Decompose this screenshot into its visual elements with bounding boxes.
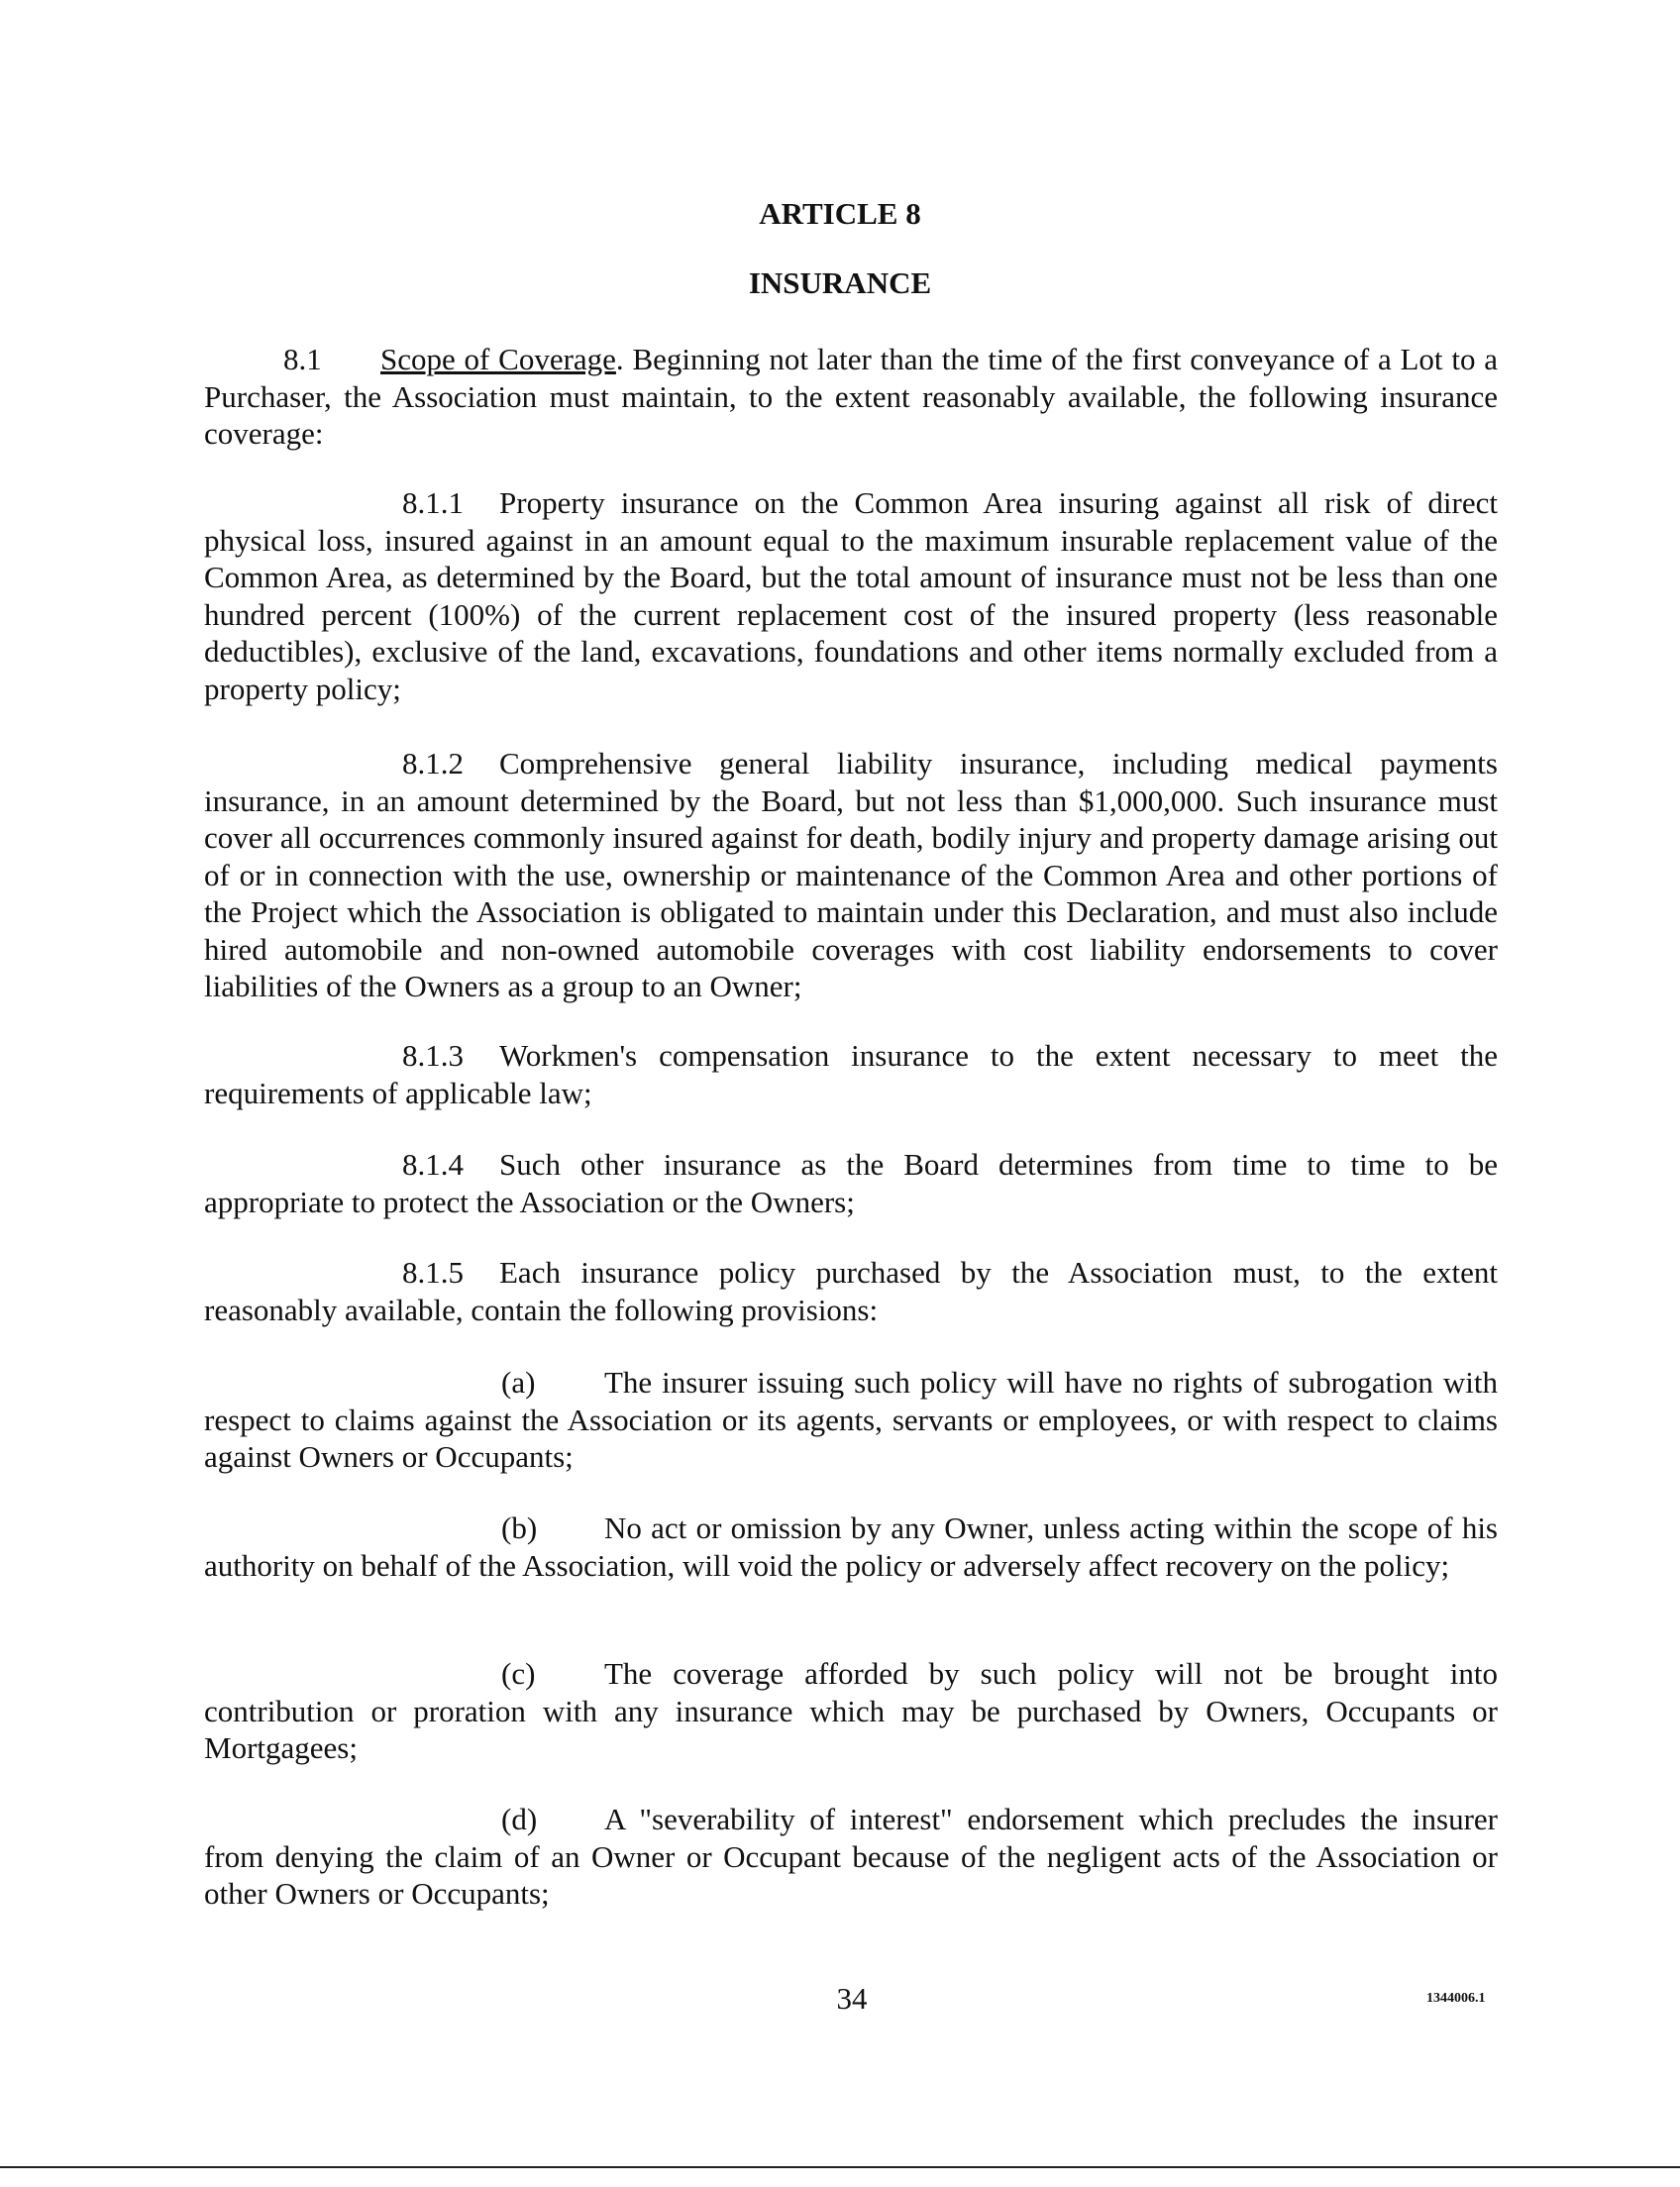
item-text: No act or omission by any Owner, unless acting within the scope of his authority on behalf of the Association, will void the policy or adversely affect recovery on the policy; <box>204 1510 1498 1583</box>
section-number: 8.1.2 <box>402 746 464 781</box>
section-number: 8.1.5 <box>402 1255 464 1290</box>
section-number: 8.1.3 <box>402 1038 464 1073</box>
item-label: (b) <box>501 1510 538 1545</box>
paragraph-item-a <box>204 1364 1498 1476</box>
section-text: Comprehensive general liability insurance, including medical payments insurance, in an amount determined by the Board, but not less than $1,000,000. Such insurance must cover all occurrences commonly insured against for death, bodily injury and property damage arising out of or in connection with the use, ownership or maintenance of the Common Area and other portions of the Project which the Association is obligated to maintain under this Declaration, and must also include hired automobile and non-owned automobile coverages with cost liability endorsements to cover liabilities of the Owners as a group to an Owner; <box>204 746 1498 1003</box>
item-label: (d) <box>501 1802 538 1836</box>
paragraph-item-c <box>204 1655 1498 1767</box>
item-text: The insurer issuing such policy will have no rights of subrogation with respect to claims against the Association or its agents, servants or employees, or with respect to claims against Owners or Occupants; <box>204 1365 1498 1474</box>
section-heading: INSURANCE <box>748 265 932 300</box>
section-number: 8.1.1 <box>402 485 464 520</box>
paragraph-8-1-1 <box>204 484 1498 707</box>
page-number: 34 <box>836 1981 868 2016</box>
section-number: 8.1.4 <box>402 1147 464 1182</box>
paragraph-item-b <box>204 1510 1498 1584</box>
item-text: The coverage afforded by such policy will not be brought into contribution or proration with any insurance which may be purchased by Owners, Occupants or Mortgagees; <box>204 1656 1498 1765</box>
document-code: 1344006.1 <box>1426 1991 1486 2006</box>
section-title: Scope of Coverage <box>380 342 616 376</box>
section-text: Such other insurance as the Board determines from time to time to be appropriate to protect the Association or the Owners; <box>204 1147 1498 1219</box>
paragraph-item-d <box>204 1801 1498 1913</box>
section-text: Property insurance on the Common Area insuring against all risk of direct physical loss, insured against in an amount equal to the maximum insurable replacement value of the Common Area, as determined by the Board, but the total amount of insurance must not be less than one hundred percent (100%) of the current replacement cost of the insured property (less reasonable deductibles), exclusive of the land, excavations, foundations and other items normally excluded from a property policy; <box>204 485 1498 706</box>
bottom-scan-line <box>0 2166 1680 2168</box>
section-text: Workmen's compensation insurance to the extent necessary to meet the requirements of applicable law; <box>204 1038 1498 1110</box>
section-number: 8.1 <box>283 342 322 376</box>
section-text: . Beginning not later than the time of the first conveyance of a Lot to a Purchaser, the Association must maintain, to the extent reasonably available, the following insurance coverage: <box>204 342 1498 451</box>
section-text: Each insurance policy purchased by the Association must, to the extent reasonably available, contain the following provisions: <box>204 1255 1498 1327</box>
item-label: (c) <box>501 1656 536 1691</box>
paragraph-8-1-2 <box>204 745 1498 1005</box>
paragraph-8-1-5 <box>204 1254 1498 1328</box>
item-label: (a) <box>501 1365 536 1400</box>
paragraph-8-1-4 <box>204 1146 1498 1220</box>
article-title: ARTICLE 8 <box>759 196 921 231</box>
paragraph-8-1-3 <box>204 1037 1498 1111</box>
paragraph-8-1 <box>204 341 1498 453</box>
item-text: A "severability of interest" endorsement which precludes the insurer from denying the claim of an Owner or Occupant because of the negligent acts of the Association or other Owners or Occupants; <box>204 1802 1498 1911</box>
